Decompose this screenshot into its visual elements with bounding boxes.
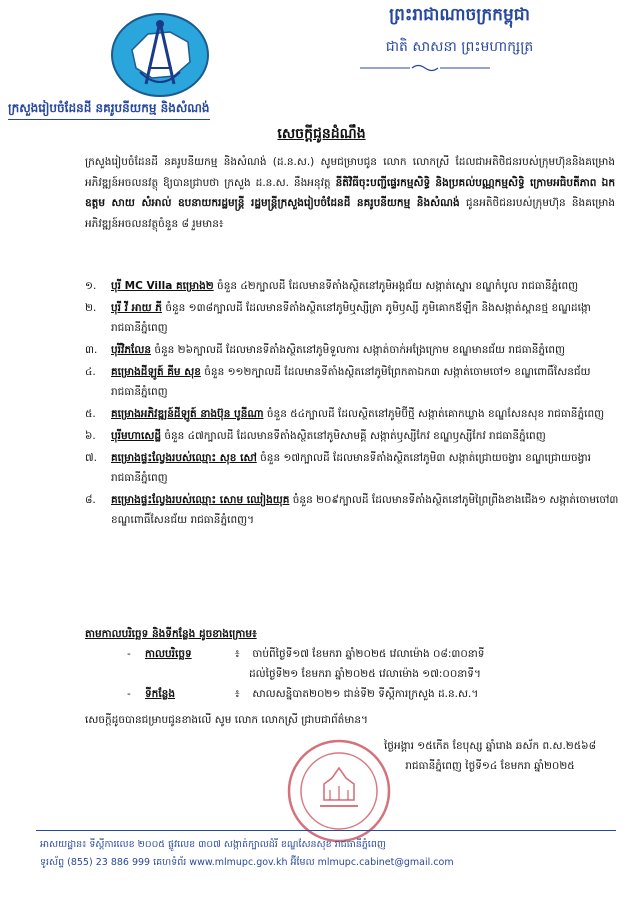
item-number: ៥. (85, 408, 96, 420)
item-number: ៦. (85, 430, 96, 442)
notice-title: សេចក្តីជូនដំណឹង (277, 126, 366, 142)
item-number: ៤. (85, 366, 96, 378)
list-item (85, 490, 620, 530)
date-line-2: ដល់ថ្ងៃទី២១ ខែមករា ឆ្នាំ២០២៥ វេលាម៉ោង ១៧:០០នាទី។ (249, 668, 481, 680)
list-item (85, 448, 620, 488)
lunar-date: ថ្ងៃអង្គារ ១៥កើត ខែបុស្ស ឆ្នាំរោង ឆស័ក ព.ស.២៥៦៨ (383, 740, 597, 752)
schedule-place-row: - ទីកន្លែង ៖ សាលសន្និបាត២០២១ ជាន់ទី២ ទីស្តីការក្រសួង ដ.ន.ស.។ (85, 684, 625, 704)
item-name: បុរីមហាសេដ្ឋី (111, 430, 161, 442)
item-name: បុរី វី អាយ ភី (111, 302, 162, 314)
item-number: ៧. (85, 452, 97, 464)
item-name: បុរីវិភលែន (111, 344, 151, 356)
item-name: គម្រោងអភិវឌ្ឍន៍ដីឡូត៍ នាងប៊ុន បូនីណា (111, 408, 264, 420)
ornamental-divider (360, 64, 490, 72)
kingdom-motto: ជាតិ សាសនា ព្រះមហាក្សត្រ (385, 39, 534, 55)
list-item (85, 362, 620, 402)
schedule-date-row: - កាលបរិច្ឆេទ ៖ ចាប់ពីថ្ងៃទី១៧ ខែមករា ឆ្នាំ២០២៥ វេលាម៉ោង ០៨:៣០នាទី ដល់ថ្ងៃទី២១ ខែមករា ឆ្នាំ២០២៥ វេលាម៉ោង ១៧:០០នាទី។ (85, 644, 625, 684)
item-text: ចំនួន ២៦ក្បាលដី ដែលមានទីតាំងស្ថិតនៅភូមិទួលការ សង្កាត់ចាក់អង្រែក្រោម ខណ្ឌមានជ័យ រាជធានីភ្នំពេញ (154, 344, 566, 356)
footer (40, 836, 620, 872)
list-item (85, 426, 620, 446)
intro-text: ក្រសួងរៀបចំដែនដី នគរូបនីយកម្ម និងសំណង់ (ដ.ន.ស.) សូមជម្រាបជូន លោក លោកស្រី ដែលជាអតិថិជនរបស់ក្រុមហ៊ុននិងគម្រោងអភិវឌ្ឍន៍អចលនវត្ថុ ឱ្យបានជ្រាបថា ក្រសួង ដ.ន.ស. នឹងអនុវត្ត (85, 156, 615, 189)
date-block (350, 736, 630, 776)
intro-tail: ជូនអតិថិជនរបស់ក្រុមហ៊ុន និងគម្រោងអភិវឌ្ឍន៍អចលនវត្ថុចំនួន ៨ រួមមាន៖ (85, 197, 616, 230)
list-item (85, 340, 620, 360)
kingdom-header (282, 4, 637, 58)
schedule-section (85, 624, 625, 704)
item-name: គម្រោងដីឡូត៍ គីម សុខ (111, 366, 201, 378)
kingdom-title: ព្រះរាជាណាចក្រកម្ពុជា (389, 5, 530, 25)
footer-address: អាសយដ្ឋាន៖ ទីស្តីការលេខ ២០០៥ ផ្លូវលេខ ៣០៧ សង្កាត់ក្បាលដំរី ខណ្ឌសែនសុខ រាជធានីភ្នំពេញ (40, 839, 386, 850)
item-text: ចំនួន ១១២ក្បាលដី ដែលមានទីតាំងស្ថិតនៅភូមិព្រែកតាឯក៣ សង្កាត់ចោមចៅ១ ខណ្ឌពោធិ៍សែនជ័យ រាជធានីភ្នំពេញ (111, 366, 591, 398)
item-text: ចំនួន ១៣៨ក្បាលដី ដែលមានទីតាំងស្ថិតនៅភូមិឬស្សីត្រា ភូមិឫស្សី ភូមិគោកឪឡឹក និងសង្កាត់ស្ពានថ្ម ខណ្ឌដង្កោ រាជធានីភ្នំពេញ (111, 302, 591, 334)
project-list (85, 276, 620, 532)
list-item (85, 298, 620, 338)
item-number: ៣. (85, 344, 98, 356)
item-number: ៨. (85, 494, 96, 506)
item-text: ចំនួន ៤៧ក្បាលដី ដែលមានទីតាំងស្ថិតនៅភូមិសាមគ្គី សង្កាត់ឫស្សីកែវ ខណ្ឌឫស្សីកែវ រាជធានីភ្នំពេញ (164, 430, 546, 442)
item-number: ១. (85, 280, 97, 292)
item-text: ចំនួន ៥៤ក្បាលដី ដែលស្ថិតនៅភូមិប៊ីថ្មី សង្កាត់គោកឃ្លាង ខណ្ឌសែនសុខ រាជធានីភ្នំពេញ (266, 408, 605, 420)
intro-paragraph (85, 152, 615, 234)
ministry-logo (110, 12, 210, 98)
item-text: ចំនួន ៤២ក្បាលដី ដែលមានទីតាំងស្ថិតនៅភូមិអង្គជ័យ សង្កាត់ស្នោរ ខណ្ឌកំបូល រាជធានីភ្នំពេញ (217, 280, 579, 292)
solar-date: រាជធានីភ្នំពេញ ថ្ងៃទី១៤ ខែមករា ឆ្នាំ២០២៥ (405, 760, 575, 772)
item-name: បុរី MC Villa គម្រោង២ (111, 280, 214, 292)
schedule-heading: តាមកាលបរិច្ឆេទ និងទីកន្លែង ដូចខាងក្រោម៖ (85, 628, 257, 640)
place-label: ទីកន្លែង (145, 688, 175, 700)
item-number: ២. (85, 302, 97, 314)
item-name: គម្រោងផ្ទះល្វែងរបស់ឈ្មោះ សុខ សៅ (111, 452, 257, 464)
list-item (85, 276, 620, 296)
item-text: ចំនួន ១៧ក្បាលដី ដែលមានទីតាំងស្ថិតនៅភូមិ៣ សង្កាត់ជ្រោយចង្វារ ខណ្ឌជ្រោយចង្វារ រាជធានីភ្នំពេញ (111, 452, 592, 484)
closing-sentence: សេចក្តីដូចបានជម្រាបជូនខាងលើ សូម លោក លោកស្រី ជ្រាបជាព័ត៌មាន។ (85, 714, 368, 726)
ministry-name: ក្រសួងរៀបចំដែនដី នគរូបនីយកម្ម និងសំណង់ (8, 100, 210, 120)
list-item (85, 404, 620, 424)
footer-contact: ទូរស័ព្ទ (855) 23 886 999 គេហទំព័រ www.mlmupc.gov.kh អ៊ីមែល mlmupc.cabinet@gmail.com (40, 857, 454, 868)
date-label: កាលបរិច្ឆេទ (145, 648, 192, 660)
place-text: សាលសន្និបាត២០២១ ជាន់ទី២ ទីស្តីការក្រសួង ដ.ន.ស.។ (252, 688, 479, 700)
date-line-1: ចាប់ពីថ្ងៃទី១៧ ខែមករា ឆ្នាំ២០២៥ វេលាម៉ោង ០៨:៣០នាទី (252, 648, 485, 660)
intro-bold-text: នីតិវិធីចុះបញ្ជីផ្ទេរកម្មសិទ្ធិ និងប្រគល់បណ្ណកម្មសិទ្ធិ ក្រោមអធិបតីភាព ឯកឧត្តម សាយ សំអាល់ ឧបនាយករដ្ឋមន្ត្រី រដ្ឋមន្ត្រីក្រសួងរៀបចំដែនដី នគរូបនីយកម្ម និងសំណង់ (85, 176, 615, 209)
item-name: គម្រោងផ្ទះល្វែងរបស់ឈ្មោះ សោម ឈៀងយុគ (111, 494, 290, 506)
item-text: ចំនួន ២០៩ក្បាលដី ដែលមានទីតាំងស្ថិតនៅភូមិព្រៃព្រីងខាងជើង១ សង្កាត់ចោមចៅ៣ ខណ្ឌពោធិ៍សែនជ័យ រាជធានីភ្នំពេញ។ (111, 494, 619, 526)
footer-divider (36, 830, 616, 831)
